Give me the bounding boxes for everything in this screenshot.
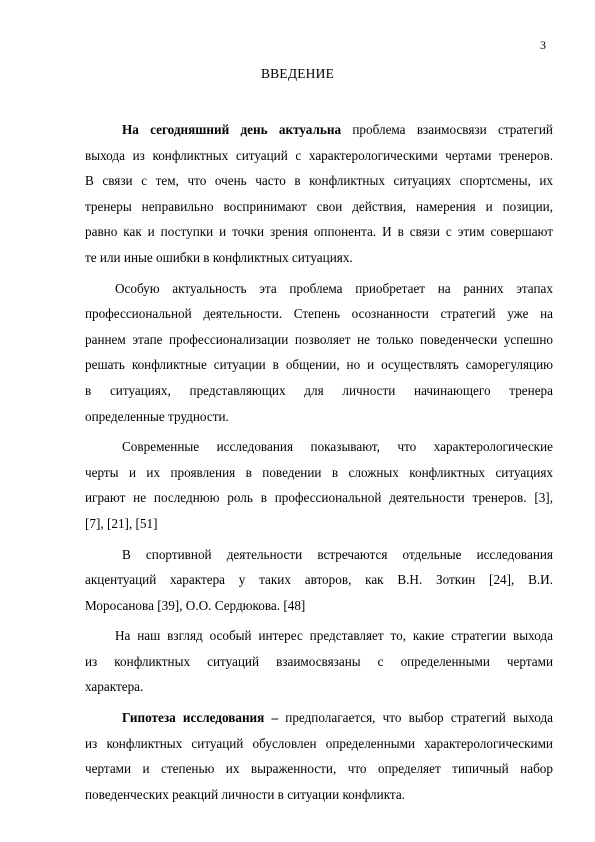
text-line [85, 404, 553, 430]
text-line [85, 705, 553, 731]
text-line [85, 194, 553, 220]
paragraph [85, 434, 553, 536]
line-text: характера. [85, 679, 144, 695]
text-line [85, 623, 553, 649]
line-text: акцентуаций характера у таких авторов, как В.Н. Зоткин [24], В.И. [85, 572, 553, 588]
line-text: профессиональной деятельности. Степень осознанности стратегий уже на [85, 306, 553, 322]
text-line [85, 485, 553, 511]
line-text: определенные трудности. [85, 408, 229, 424]
text-line [85, 245, 553, 271]
line-text: раннем этапе профессионализации позволяет не только поведенчески успешно [85, 331, 553, 347]
line-text: В спортивной деятельности встречаются отдельные исследования [122, 546, 553, 562]
text-line [85, 352, 553, 378]
line-text: Особую актуальность эта проблема приобретает на ранних этапах [115, 280, 553, 296]
line-text: выхода из конфликтных ситуаций с характерологическими чертами тренеров. [85, 147, 553, 163]
text-line [85, 756, 553, 782]
line-text: предполагается, что выбор стратегий выхода [278, 710, 554, 726]
text-line [85, 301, 553, 327]
text-line [85, 143, 553, 169]
text-line [85, 434, 553, 460]
text-line [85, 782, 553, 808]
text-line [85, 378, 553, 404]
text-line [85, 649, 553, 675]
text-line [85, 674, 553, 700]
page-title: ВВЕДЕНИЕ [260, 66, 335, 81]
line-text: На наш взгляд особый интерес представляет то, какие стратегии выхода [115, 628, 553, 644]
document-body [85, 117, 553, 807]
text-line [85, 511, 553, 537]
text-line [85, 542, 553, 568]
bold-lead-text: На сегодняшний день актуальна [122, 122, 342, 137]
paragraph [85, 623, 553, 700]
text-line [85, 593, 553, 619]
paragraph [85, 705, 553, 807]
text-line [85, 731, 553, 757]
line-text: из конфликтных ситуаций взаимосвязаны с определенными чертами [85, 653, 553, 669]
line-text: в ситуациях, представляющих для личности начинающего тренера [85, 382, 553, 398]
text-line [85, 567, 553, 593]
page-number: 3 [540, 38, 546, 52]
text-line [85, 219, 553, 245]
text-line [85, 276, 553, 302]
line-text: играют не последнюю роль в профессиональной деятельности тренеров. [3], [85, 490, 553, 506]
bold-lead-text: Гипотеза исследования – [122, 710, 279, 726]
line-text: проблема взаимосвязи стратегий [341, 122, 553, 137]
line-text: поведенческих реакций личности в ситуации конфликта. [85, 786, 405, 802]
line-text: из конфликтных ситуаций обусловлен определенными характерологическими [85, 735, 553, 751]
line-text: решать конфликтные ситуации в общении, но и осуществлять саморегуляцию [85, 357, 553, 373]
line-text: чертами и степенью их выраженности, что определяет типичный набор [85, 761, 553, 777]
paragraph [85, 276, 553, 430]
line-text: [7], [21], [51] [85, 515, 158, 531]
line-text: В связи с тем, что очень часто в конфликтных ситуациях спортсмены, их [85, 173, 553, 189]
text-line [85, 460, 553, 486]
line-text: черты и их проявления в поведении в сложных конфликтных ситуациях [85, 464, 553, 480]
line-text: те или иные ошибки в конфликтных ситуациях. [85, 249, 353, 265]
text-line [85, 117, 553, 143]
text-line [85, 327, 553, 353]
line-text: Моросанова [39], О.О. Сердюкова. [48] [85, 597, 306, 613]
text-line [85, 168, 553, 194]
paragraph [85, 542, 553, 619]
line-text: равно как и поступки и точки зрения оппонента. И в связи с этим совершают [85, 224, 553, 240]
line-text: Современные исследования показывают, что характерологические [122, 439, 553, 455]
line-text: тренеры неправильно воспринимают свои действия, намерения и позиции, [85, 198, 553, 214]
paragraph [85, 117, 553, 271]
